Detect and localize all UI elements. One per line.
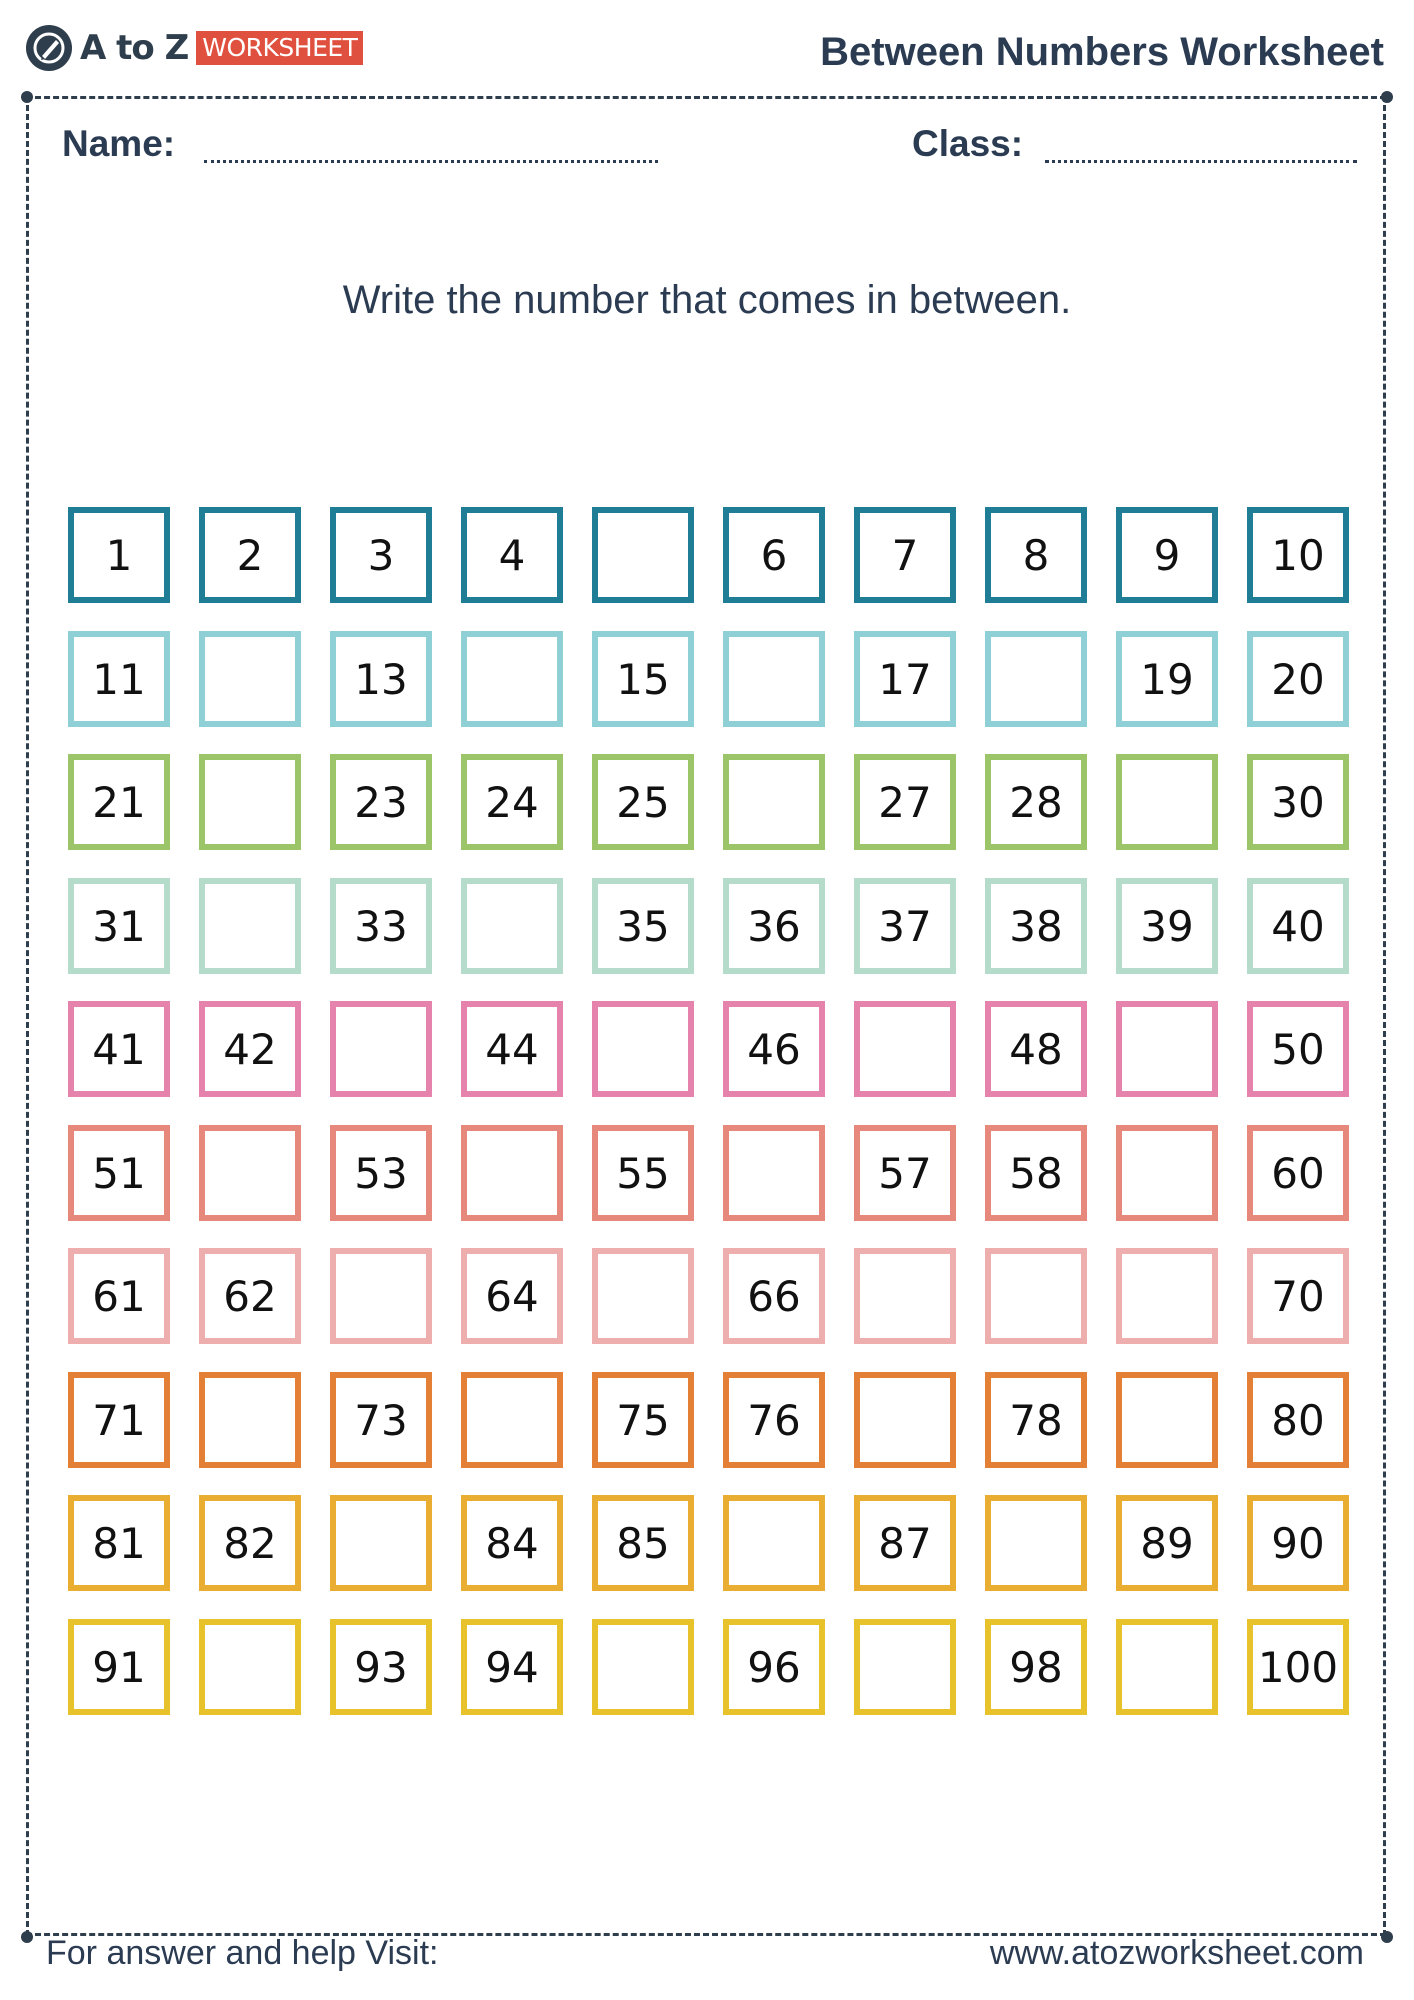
number-box: 9 [1116, 507, 1218, 603]
number-box: 82 [199, 1495, 301, 1591]
number-box: 81 [68, 1495, 170, 1591]
number-box: 31 [68, 878, 170, 974]
number-box: 61 [68, 1248, 170, 1344]
number-box: 57 [854, 1125, 956, 1221]
answer-box[interactable] [461, 878, 563, 974]
number-box: 28 [985, 754, 1087, 850]
number-box: 51 [68, 1125, 170, 1221]
number-box: 27 [854, 754, 956, 850]
number-box: 41 [68, 1001, 170, 1097]
answer-box[interactable] [199, 754, 301, 850]
border-corner-dot [21, 91, 33, 103]
answer-box[interactable] [1116, 1001, 1218, 1097]
number-box: 78 [985, 1372, 1087, 1468]
number-box: 87 [854, 1495, 956, 1591]
number-box: 2 [199, 507, 301, 603]
number-box: 96 [723, 1619, 825, 1715]
number-box: 4 [461, 507, 563, 603]
answer-box[interactable] [723, 1125, 825, 1221]
number-box: 6 [723, 507, 825, 603]
number-box: 10 [1247, 507, 1349, 603]
border-corner-dot [1381, 1931, 1393, 1943]
answer-box[interactable] [723, 754, 825, 850]
number-box: 62 [199, 1248, 301, 1344]
answer-box[interactable] [985, 631, 1087, 727]
name-label: Name: [62, 123, 176, 164]
answer-box[interactable] [199, 1125, 301, 1221]
border-corner-dot [21, 1931, 33, 1943]
class-field[interactable] [1045, 160, 1357, 163]
answer-box[interactable] [461, 631, 563, 727]
number-box: 100 [1247, 1619, 1349, 1715]
number-box: 30 [1247, 754, 1349, 850]
number-box: 33 [330, 878, 432, 974]
number-box: 19 [1116, 631, 1218, 727]
number-box: 71 [68, 1372, 170, 1468]
number-box: 8 [985, 507, 1087, 603]
number-box: 70 [1247, 1248, 1349, 1344]
number-box: 15 [592, 631, 694, 727]
number-box: 80 [1247, 1372, 1349, 1468]
number-box: 21 [68, 754, 170, 850]
number-box: 66 [723, 1248, 825, 1344]
number-box: 73 [330, 1372, 432, 1468]
answer-box[interactable] [1116, 1248, 1218, 1344]
number-box: 40 [1247, 878, 1349, 974]
answer-box[interactable] [199, 878, 301, 974]
number-box: 17 [854, 631, 956, 727]
number-box: 76 [723, 1372, 825, 1468]
instruction-text: Write the number that comes in between. [342, 278, 1072, 322]
answer-box[interactable] [723, 631, 825, 727]
page-title: Between Numbers Worksheet [820, 30, 1384, 74]
number-box: 20 [1247, 631, 1349, 727]
footer-website: www.atozworksheet.com [989, 1934, 1364, 1972]
answer-box[interactable] [461, 1125, 563, 1221]
number-box: 60 [1247, 1125, 1349, 1221]
number-box: 44 [461, 1001, 563, 1097]
answer-box[interactable] [1116, 754, 1218, 850]
answer-box[interactable] [854, 1619, 956, 1715]
number-box: 64 [461, 1248, 563, 1344]
number-box: 24 [461, 754, 563, 850]
number-box: 84 [461, 1495, 563, 1591]
number-box: 94 [461, 1619, 563, 1715]
answer-box[interactable] [985, 1248, 1087, 1344]
number-box: 42 [199, 1001, 301, 1097]
number-box: 58 [985, 1125, 1087, 1221]
number-box: 75 [592, 1372, 694, 1468]
number-box: 36 [723, 878, 825, 974]
answer-box[interactable] [330, 1495, 432, 1591]
answer-box[interactable] [199, 631, 301, 727]
number-box: 39 [1116, 878, 1218, 974]
number-box: 23 [330, 754, 432, 850]
logo-text: A to Z [80, 28, 189, 68]
number-box: 11 [68, 631, 170, 727]
number-box: 37 [854, 878, 956, 974]
answer-box[interactable] [330, 1001, 432, 1097]
answer-box[interactable] [985, 1495, 1087, 1591]
number-box: 1 [68, 507, 170, 603]
number-box: 93 [330, 1619, 432, 1715]
number-box: 25 [592, 754, 694, 850]
answer-box[interactable] [854, 1372, 956, 1468]
number-box: 35 [592, 878, 694, 974]
answer-box[interactable] [592, 1619, 694, 1715]
answer-box[interactable] [330, 1248, 432, 1344]
answer-box[interactable] [592, 507, 694, 603]
footer-help-text: For answer and help Visit: [46, 1934, 439, 1972]
answer-box[interactable] [199, 1372, 301, 1468]
answer-box[interactable] [723, 1495, 825, 1591]
answer-box[interactable] [1116, 1372, 1218, 1468]
class-label: Class: [912, 123, 1024, 164]
logo [26, 24, 363, 72]
pencil-icon [26, 25, 72, 71]
answer-box[interactable] [854, 1248, 956, 1344]
answer-box[interactable] [592, 1001, 694, 1097]
number-box: 90 [1247, 1495, 1349, 1591]
number-box: 3 [330, 507, 432, 603]
number-box: 13 [330, 631, 432, 727]
number-box: 48 [985, 1001, 1087, 1097]
number-box: 89 [1116, 1495, 1218, 1591]
answer-box[interactable] [854, 1001, 956, 1097]
answer-box[interactable] [1116, 1619, 1218, 1715]
answer-box[interactable] [199, 1619, 301, 1715]
number-box: 46 [723, 1001, 825, 1097]
name-field[interactable] [204, 160, 658, 163]
number-box: 7 [854, 507, 956, 603]
answer-box[interactable] [592, 1248, 694, 1344]
border-corner-dot [1381, 91, 1393, 103]
number-box: 85 [592, 1495, 694, 1591]
logo-tag: WORKSHEET [196, 31, 363, 65]
number-box: 98 [985, 1619, 1087, 1715]
number-box: 38 [985, 878, 1087, 974]
answer-box[interactable] [1116, 1125, 1218, 1221]
number-box: 91 [68, 1619, 170, 1715]
number-box: 53 [330, 1125, 432, 1221]
number-box: 55 [592, 1125, 694, 1221]
number-box: 50 [1247, 1001, 1349, 1097]
answer-box[interactable] [461, 1372, 563, 1468]
